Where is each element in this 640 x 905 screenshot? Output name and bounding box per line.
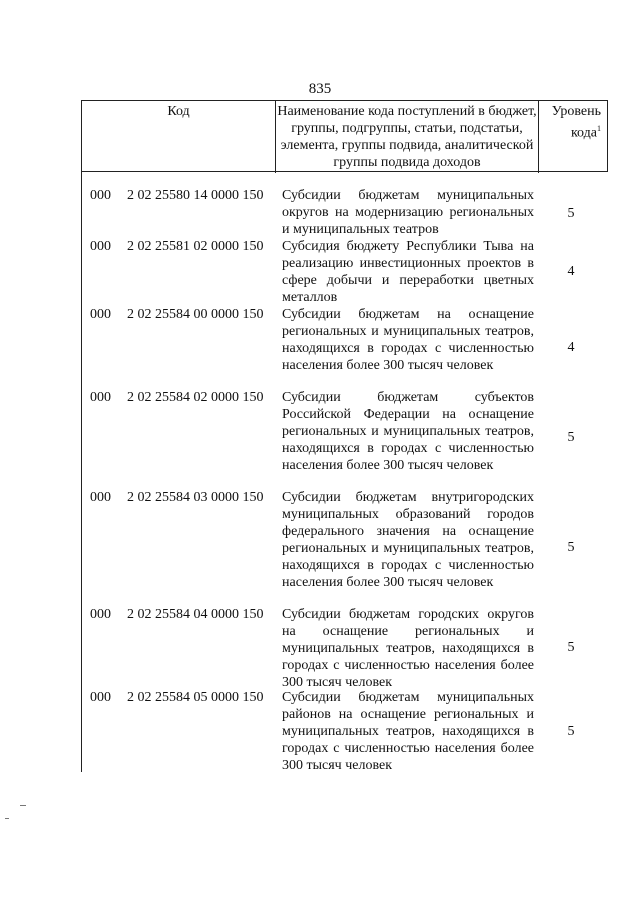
revenue-name: Субсидии бюджетам внутригородских муниципальных образований городов федерального значения на оснащение региональных и муниципальных театров, находящихся в городах с численностью населения более 300 тысяч человек — [282, 490, 534, 590]
table-header — [81, 100, 608, 172]
admin-code: 000 — [90, 690, 111, 705]
revenue-name: Субсидии бюджетам субъектов Российской Федерации на оснащение региональных и муниципальных театров, находящихся в городах с численностью населения более 300 тысяч человек — [282, 390, 534, 473]
level-value: 4 — [567, 264, 575, 279]
revenue-code: 2 02 25584 00 0000 150 — [127, 307, 264, 322]
revenue-name: Субсидия бюджету Республики Тыва на реализацию инвестиционных проектов в сфере добычи и переработки цветных металлов — [282, 239, 534, 305]
header-level — [539, 101, 607, 173]
revenue-code: 2 02 25581 02 0000 150 — [127, 239, 264, 254]
revenue-name: Субсидии бюджетам на оснащение региональных и муниципальных театров, находящихся в городах с численностью населения более 300 тысяч человек — [282, 307, 534, 373]
revenue-code: 2 02 25584 04 0000 150 — [127, 607, 264, 622]
revenue-code: 2 02 25584 02 0000 150 — [127, 390, 264, 405]
header-name: Наименование кода поступлений в бюджет, группы, подгруппы, статьи, подстатьи, элемента, группы подвида, аналитической группы подвида доходов — [276, 101, 539, 173]
level-value: 5 — [567, 640, 575, 655]
level-value: 5 — [567, 206, 575, 221]
level-value: 5 — [567, 430, 575, 445]
admin-code: 000 — [90, 188, 111, 203]
revenue-code: 2 02 25584 05 0000 150 — [127, 690, 264, 705]
admin-code: 000 — [90, 607, 111, 622]
level-value: 4 — [567, 340, 575, 355]
scan-speck — [20, 805, 26, 806]
scan-speck — [5, 818, 9, 819]
left-rule — [81, 172, 82, 772]
revenue-code: 2 02 25584 03 0000 150 — [127, 490, 264, 505]
admin-code: 000 — [90, 390, 111, 405]
admin-code: 000 — [90, 490, 111, 505]
header-code: Код — [82, 101, 276, 173]
admin-code: 000 — [90, 239, 111, 254]
admin-code: 000 — [90, 307, 111, 322]
header-level-label: Уровень кода — [551, 104, 601, 141]
footnote-marker: 1 — [597, 124, 601, 133]
revenue-code: 2 02 25580 14 0000 150 — [127, 188, 264, 203]
level-value: 5 — [567, 724, 575, 739]
level-value: 5 — [567, 540, 575, 555]
revenue-name: Субсидии бюджетам муниципальных районов на оснащение региональных и муниципальных театров, находящихся в городах с численностью населения более 300 тысяч человек — [282, 690, 534, 773]
revenue-name: Субсидии бюджетам городских округов на оснащение региональных и муниципальных театров, находящихся в городах с численностью населения более 300 тысяч человек — [282, 607, 534, 690]
revenue-name: Субсидии бюджетам муниципальных округов на модернизацию региональных и муниципальных театров — [282, 188, 534, 237]
page-number: 835 — [308, 81, 332, 97]
